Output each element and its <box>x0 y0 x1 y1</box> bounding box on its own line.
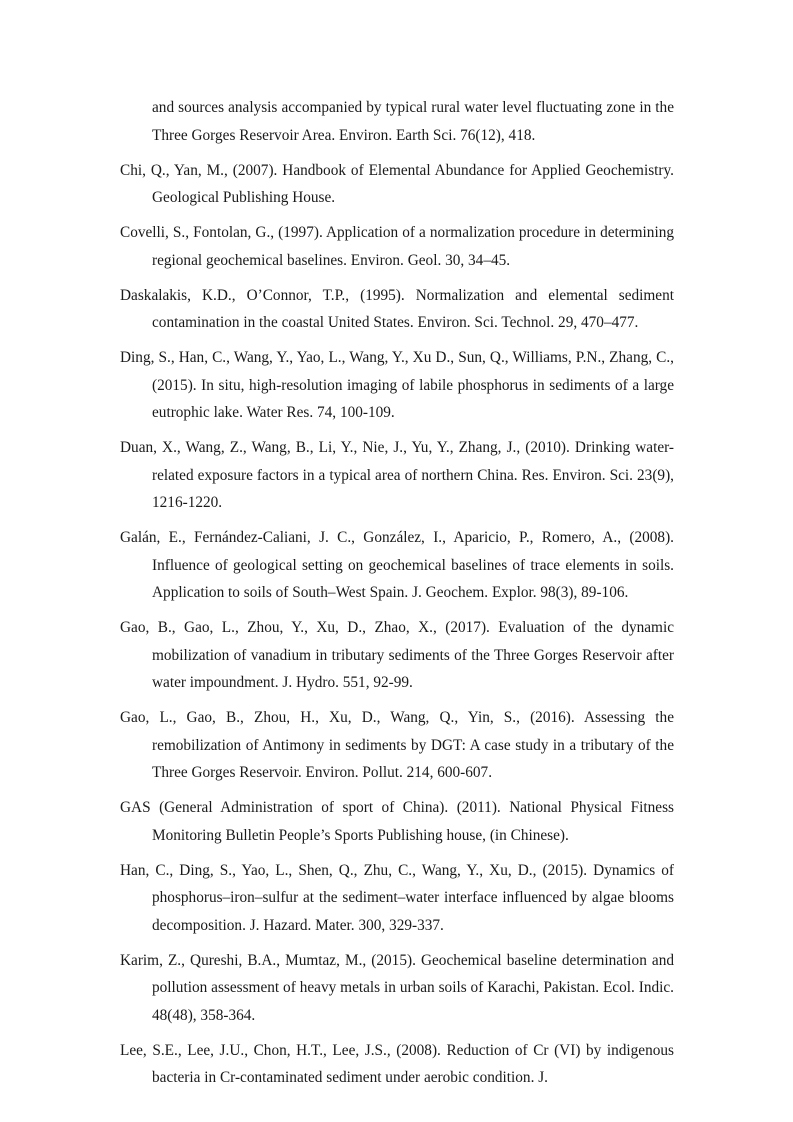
reference-entry: Ding, S., Han, C., Wang, Y., Yao, L., Wang, Y., Xu D., Sun, Q., Williams, P.N., Zhang, C., (2015). In situ, high-resolution imaging of labile phosphorus in sediments of a large eutrophic lake. Water Res. 74, 100-109. <box>120 349 674 421</box>
reference-entry: Karim, Z., Qureshi, B.A., Mumtaz, M., (2015). Geochemical baseline determination and pollution assessment of heavy metals in urban soils of Karachi, Pakistan. Ecol. Indic. 48(48), 358-364. <box>120 951 674 1024</box>
reference-entry: Daskalakis, K.D., O’Connor, T.P., (1995). Normalization and elemental sediment contamination in the coastal United States. Environ. Sci. Technol. 29, 470–477. <box>120 286 674 331</box>
reference-entry: GAS (General Administration of sport of China). (2011). National Physical Fitness Monitoring Bulletin People’s Sports Publishing house, (in Chinese). <box>120 799 674 844</box>
reference-entry: Chi, Q., Yan, M., (2007). Handbook of Elemental Abundance for Applied Geochemistry. Geological Publishing House. <box>120 161 674 206</box>
reference-entry: and sources analysis accompanied by typical rural water level fluctuating zone in the Three Gorges Reservoir Area. Environ. Earth Sci. 76(12), 418. <box>152 99 674 144</box>
reference-list <box>120 94 674 1099</box>
reference-entry: Gao, L., Gao, B., Zhou, H., Xu, D., Wang, Q., Yin, S., (2016). Assessing the remobilization of Antimony in sediments by DGT: A case study in a tributary of the Three Gorges Reservoir. Environ. Pollut. 214, 600-607. <box>120 709 674 781</box>
reference-entry: Duan, X., Wang, Z., Wang, B., Li, Y., Nie, J., Yu, Y., Zhang, J., (2010). Drinking water-related exposure factors in a typical area of northern China. Res. Environ. Sci. 23(9), 1216-1220. <box>120 439 674 511</box>
reference-entry: Galán, E., Fernández-Caliani, J. C., González, I., Aparicio, P., Romero, A., (2008). Influence of geological setting on geochemical baselines of trace elements in soils. Application to soils of South–West Spain. J. Geochem. Explor. 98(3), 89-106. <box>120 529 674 601</box>
reference-entry: Lee, S.E., Lee, J.U., Chon, H.T., Lee, J.S., (2008). Reduction of Cr (VI) by indigenous bacteria in Cr-contaminated sediment under aerobic condition. J. <box>120 1041 674 1086</box>
reference-entry: Covelli, S., Fontolan, G., (1997). Application of a normalization procedure in determining regional geochemical baselines. Environ. Geol. 30, 34–45. <box>120 224 674 269</box>
reference-entry: Han, C., Ding, S., Yao, L., Shen, Q., Zhu, C., Wang, Y., Xu, D., (2015). Dynamics of phosphorus–iron–sulfur at the sediment–water interface influenced by algae blooms decomposition. J. Hazard. Mater. 300, 329-337. <box>120 861 674 934</box>
reference-entry: Gao, B., Gao, L., Zhou, Y., Xu, D., Zhao, X., (2017). Evaluation of the dynamic mobilization of vanadium in tributary sediments of the Three Gorges Reservoir after water impoundment. J. Hydro. 551, 92-99. <box>120 619 674 691</box>
